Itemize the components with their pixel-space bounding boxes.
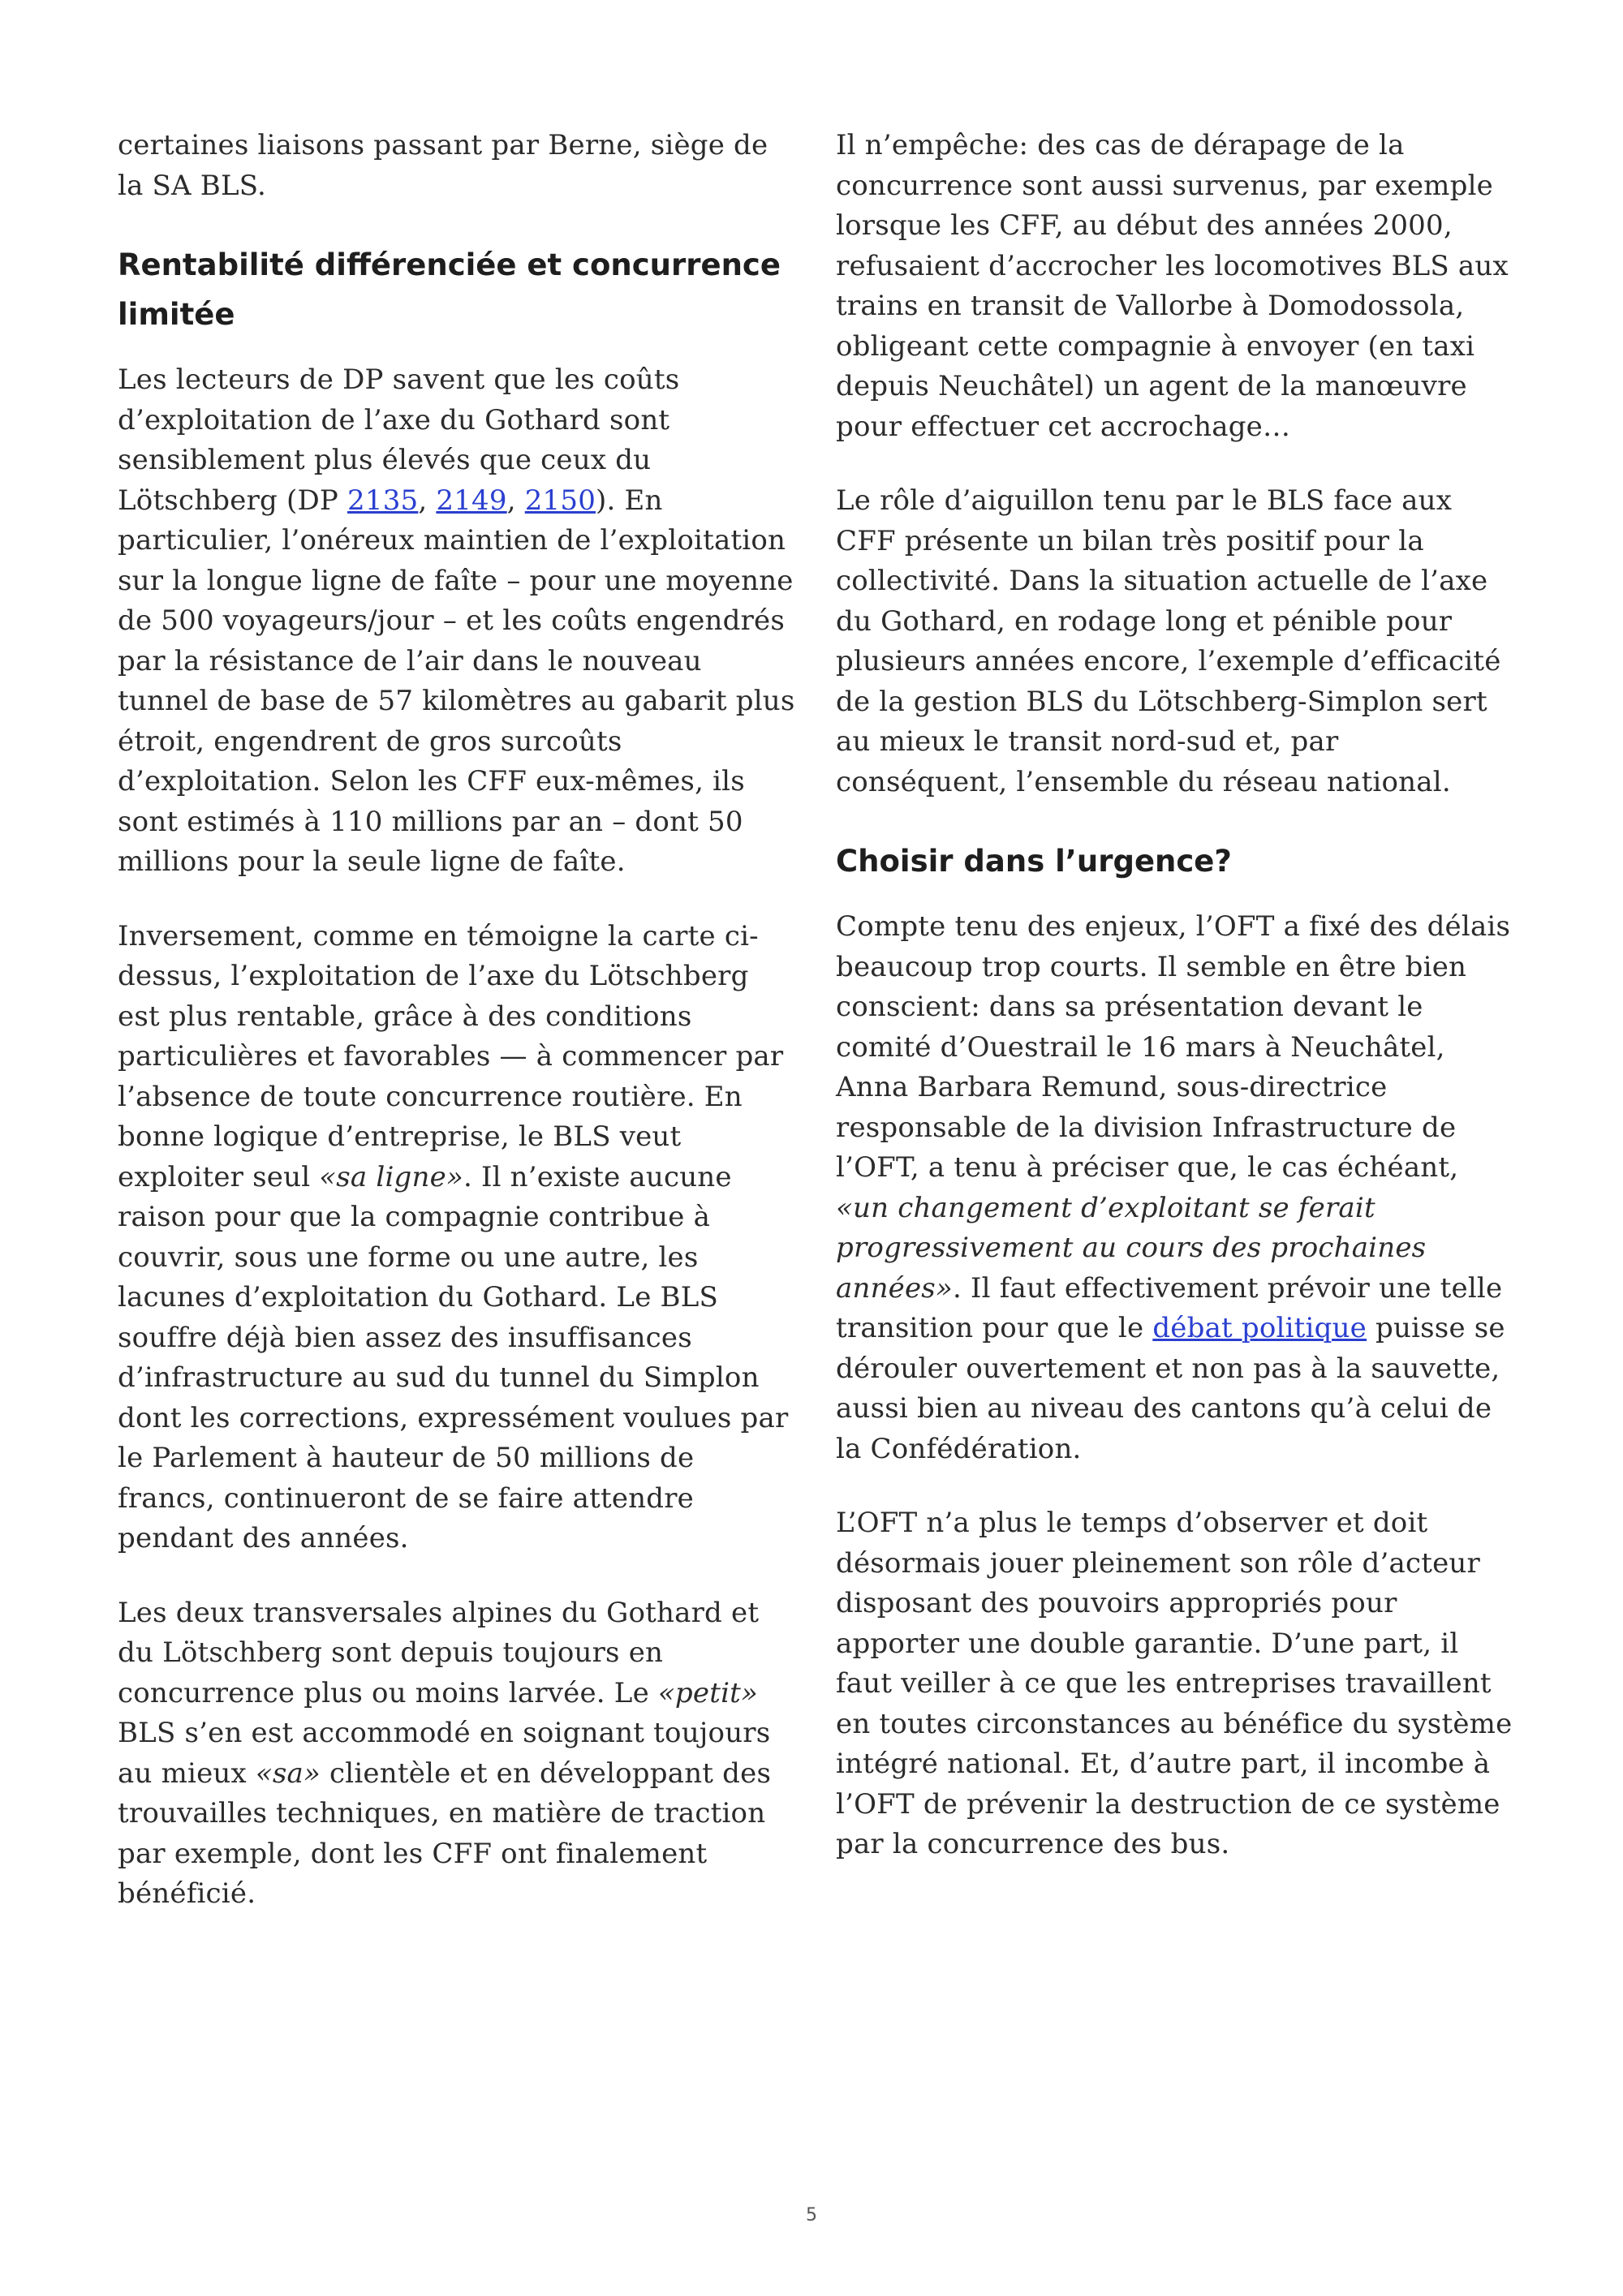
paragraph-derapage-concurrence: Il n’empêche: des cas de dérapage de la concurrence sont aussi survenus, par exemple lorsque les CFF, au début des années 2000, refusaient d’accrocher les locomotives BLS aux trains en transit de Vallorbe à Domodossola, obligeant cette compagnie à envoyer (en taxi depuis Neuchâtel) un agent de la manœuvre pour effectuer cet accrochage… xyxy=(836,129,1509,443)
emphasis-citation-changement: «un changement d’exploitant se ferait progressivement au cours des prochaines années» xyxy=(836,1191,1427,1305)
emphasis-sa-ligne: «sa ligne» xyxy=(319,1160,463,1193)
left-column xyxy=(118,126,799,1949)
paragraph-enjeux-oft xyxy=(836,907,1518,1469)
section-heading-choisir-urgence: Choisir dans l’urgence? xyxy=(836,844,1232,879)
link-dp-2135[interactable]: 2135 xyxy=(347,484,419,517)
text-separator: , xyxy=(506,484,525,517)
link-debat-politique[interactable]: débat politique xyxy=(1152,1312,1367,1344)
right-column xyxy=(836,126,1518,1899)
text-run: Inversement, comme en témoigne la carte ci-dessus, l’exploitation de l’axe du Lötschberg est plus rentable, grâce à des conditions particulières et favorables — à commencer par l’absence de toute concurrence routière. En bonne logique d’entreprise, le BLS veut exploiter seul xyxy=(118,919,784,1193)
text-run: BLS s’en est accommodé en soignant toujours au mieux xyxy=(118,1717,771,1790)
text-run: . Il faut effectivement prévoir une telle transition pour que le xyxy=(836,1271,1503,1344)
paragraph-role-oft: L’OFT n’a plus le temps d’observer et doit désormais jouer pleinement son rôle d’acteur disposant des pouvoirs appropriés pour apporter une double garantie. D’une part, il faut veiller à ce que les entreprises travaillent en toutes circonstances au bénéfice du système intégré national. Et, d’autre part, il incombe à l’OFT de prévenir la destruction de ce système par la concurrence des bus. xyxy=(836,1507,1513,1860)
section-heading-rentabilite: Rentabilité différenciée et concurrence limitée xyxy=(118,247,781,332)
emphasis-sa: «sa» xyxy=(255,1756,321,1790)
paragraph-continuation: certaines liaisons passant par Berne, siège de la SA BLS. xyxy=(118,129,768,202)
emphasis-petit: «petit» xyxy=(657,1676,759,1709)
text-run: clientèle et en développant des trouvailles techniques, en matière de traction par exemple, dont les CFF ont finalement bénéficié. xyxy=(118,1756,772,1910)
link-dp-2150[interactable]: 2150 xyxy=(524,484,596,517)
paragraph-couts-exploitation xyxy=(118,360,799,883)
page-number: 5 xyxy=(806,2205,817,2225)
paragraph-transversales-alpines xyxy=(118,1593,799,1915)
paragraph-lotschberg-rentable xyxy=(118,917,799,1559)
text-separator: , xyxy=(418,484,437,517)
text-run: Les lecteurs de DP savent que les coûts d’exploitation de l’axe du Gothard sont sensiblement plus élevés que ceux du Lötschberg (DP xyxy=(118,363,680,517)
text-run: Les deux transversales alpines du Gothard et du Lötschberg sont depuis toujours en concurrence plus ou moins larvée. Le xyxy=(118,1596,760,1709)
paragraph-role-aiguillon: Le rôle d’aiguillon tenu par le BLS face aux CFF présente un bilan très positif pour la collectivité. Dans la situation actuelle de l’axe du Gothard, en rodage long et pénible pour plusieurs années encore, l’exemple d’efficacité de la gestion BLS du Lötschberg-Simplon sert au mieux le transit nord-sud et, par conséquent, l’ensemble du réseau national. xyxy=(836,484,1501,798)
text-run: Compte tenu des enjeux, l’OFT a fixé des délais beaucoup trop courts. Il semble en être bien conscient: dans sa présentation devant le comité d’Ouestrail le 16 mars à Neuchâtel, Anna Barbara Remund, sous-directrice responsable de la division Infrastructure de l’OFT, a tenu à préciser que, le cas échéant, xyxy=(836,910,1511,1184)
text-run: ). En particulier, l’onéreux maintien de l’exploitation sur la longue ligne de faîte – pour une moyenne de 500 voyageurs/jour – et les coûts engendrés par la résistance de l’air dans le nouveau tunnel de base de 57 kilomètres au gabarit plus étroit, engendrent de gros surcoûts d’exploitation. Selon les CFF eux-mêmes, ils sont estimés à 110 millions par an – dont 50 millions pour la seule ligne de faîte. xyxy=(118,484,795,878)
text-run: . Il n’existe aucune raison pour que la compagnie contribue à couvrir, sous une forme ou une autre, les lacunes d’exploitation du Gothard. Le BLS souffre déjà bien assez des insuffisances d’infrastructure au sud du tunnel du Simplon dont les corrections, expressément voulues par le Parlement à hauteur de 50 millions de francs, continueront de se faire attendre pendant des années. xyxy=(118,1160,789,1554)
link-dp-2149[interactable]: 2149 xyxy=(436,484,507,517)
text-run: puisse se dérouler ouvertement et non pas à la sauvette, aussi bien au niveau des cantons qu’à celui de la Confédération. xyxy=(836,1312,1505,1465)
